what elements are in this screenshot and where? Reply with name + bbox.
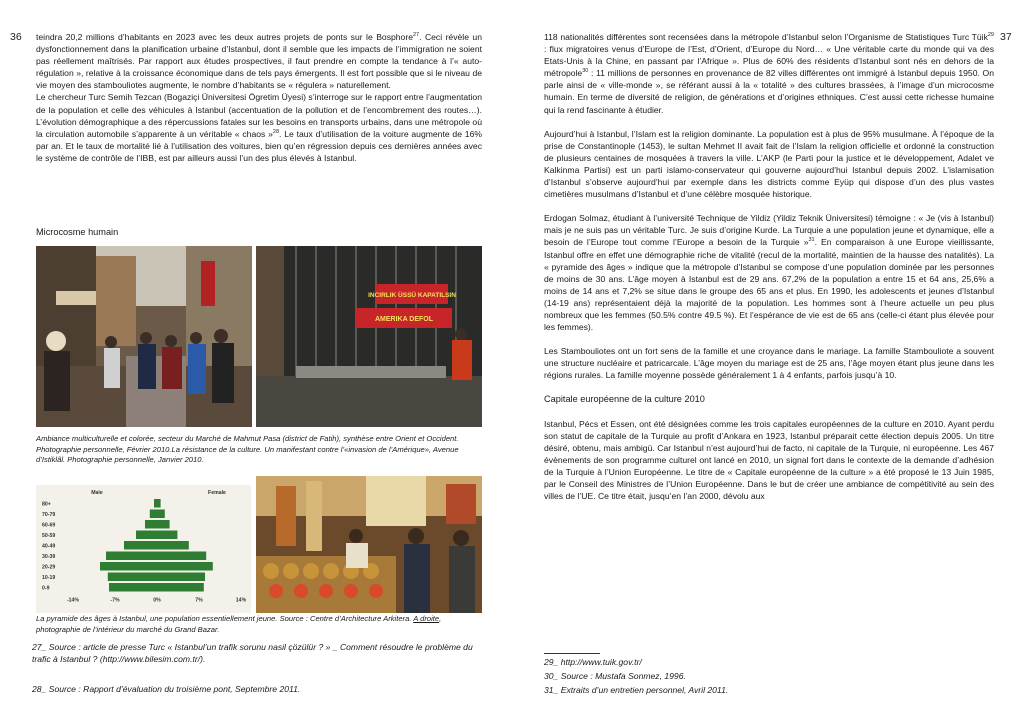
female-bar — [157, 552, 206, 561]
paragraph: 118 nationalités différentes sont recensées dans la métropole d’Istanbul selon l’Organisme de Statistiques Turc Tüik$^{29}$ : flux migratoires venus d’Europe de l’Est, d’Orient, d’Europe du Nord… « Une véritable carte du monde qui va des Etats-Unis à la Chine, en passant par l’Afrique ». Plus de 60% des résidents d’Istanbul sont nés en dehors de la métropole$^{30}$ : 11 millions de personnes en provenance de 82 villes différentes ont immigré à Istanbul depuis 1950. On parle ainsi de « ville-monde », se référant aussi à la « totalité » des cultures brassées, à l’image d’un microcosme humain. En terme de diversité de religion, de générations et d’origines ethniques. C’est aussi cette richesse humaine qui la rend fascinante à étudier. — [544, 32, 994, 115]
pyramid-caption: La pyramide des âges à Istanbul, une population essentiellement jeune. Source : Centre d’Architecture Arkitera. A droite, photographie de l’intérieur du marché du Grand Bazar. — [36, 614, 442, 634]
paragraph: Erdogan Solmaz, étudiant à l’université Technique de Yildiz (Yildiz Teknik Üniversitesi) témoigne : « Je (vis à Istanbul) mais je ne suis pas un véritable Turc. Je suis d’origine Kurde. La Turquie a une population jeune et dynamique, elle a besoin de l’Europe tout comme l’Europe a besoin de la Turquie »$^{31}$. En comparaison à une Europe vieillissante, Istanbul offre en effet une démographie riche de vitalité (recul de la mortalité, maintien de la hausse des natalités). La « pyramide des âges » indique que la métropole d’Istanbul se compose d’une population dominée par les personnes de moins de 30 ans. L’âge moyen à Istanbul est de 29 ans. 67,2% de la population a entre 15 et 64 ans, 25,6% a moins de 14 ans et 7,2% se situe dans le groupe des 65 ans et plus. En 1990, les adolescents et jeunes d’Istanbul (14-19 ans) représentaient déjà la majorité de la population. Les hommes sont à l’heure actuelle un peu plus nombreux que les femmes (50.5% contre 49.5 %). Et l’espérance de vie est de 65 ans (celle-ci étant plus élevée pour les femmes). — [544, 213, 994, 333]
female-bar — [157, 510, 165, 519]
male-bar — [124, 541, 157, 550]
page-number-left: 36 — [10, 31, 22, 43]
age-group-label: 50-59 — [42, 533, 56, 539]
male-bar — [150, 510, 157, 519]
age-group-label: 70-79 — [42, 512, 56, 518]
svg-text:INCIRLIK ÜSSÜ KAPATILSIN: INCIRLIK ÜSSÜ KAPATILSIN — [368, 292, 456, 299]
footnote-ref[interactable]: 29 — [987, 32, 994, 39]
male-bar — [154, 499, 157, 508]
footnote-ref[interactable]: 30 — [582, 68, 589, 75]
male-bar — [106, 552, 157, 561]
tick-label: 14% — [235, 597, 247, 604]
female-label: Female — [208, 490, 226, 496]
tick-label: 0% — [153, 597, 161, 604]
svg-text:AMERIKA DEFOL: AMERIKA DEFOL — [374, 316, 434, 323]
age-group-label: 10-19 — [42, 575, 56, 581]
footnote-31: 31_ Extraits d’un entretien personnel, Avril 2011. — [544, 685, 729, 695]
left-body-text — [36, 31, 482, 164]
footnote-30: 30_ Source : Mustafa Sonmez, 1996. — [544, 671, 686, 681]
footnote-divider — [544, 653, 600, 654]
age-group-label: 80+ — [42, 501, 51, 508]
female-bar — [157, 583, 204, 592]
footnote-28: 28_ Source : Rapport d’évaluation du troisième pont, Septembre 2011. — [32, 684, 301, 694]
male-bar — [108, 573, 157, 582]
footnote-29: 29_ http://www.tuik.gov.tr/ — [544, 657, 642, 667]
age-group-label: 60-69 — [42, 522, 56, 529]
female-bar — [157, 520, 170, 529]
tick-label: 7% — [195, 597, 203, 604]
paragraph: Le chercheur Turc Semih Tezcan (Bogaziçi Üniversitesi Ögretim Üyesi) s’interroge sur le rapport entre l’augmentation de la population et celle des véhicules à Istanbul (accentuation de la pollution et de l’encombrement des routes…). L’évolution démographique a des répercussions fatales sur les besoins en transports urbains, dans une métropole où la circulation automobile s’apparente à un véritable « chaos »$^{28}$. Le taux d’utilisation de la voiture augmente de 16% par an. Et le taux de mortalité lié à l’utilisation des voitures, bien qu’en régression depuis ces dernières années avec le système de contrôle de l’IBB, est par ailleurs aussi l’un des plus élevés à Istanbul. — [36, 92, 482, 163]
male-bar — [109, 583, 157, 592]
male-bar — [136, 531, 157, 540]
age-group-label: 0-9 — [42, 585, 50, 592]
female-bar — [157, 499, 161, 508]
paragraph: Aujourd’hui à Istanbul, l’Islam est la religion dominante. La population est à plus de 95% musulmane. À l’époque de la prise de Constantinople (1453), le sultan Mehmet II avait fait de l’Islam la religion officielle et ordonné la construction de plusieurs centaines de mosquées à travers la ville. L’AKP (le Parti pour la justice et le développement, Adalet ve Kalkinma Partisi) est un parti islamo-conservateur qui gouverne aujourd’hui Istanbul depuis 2002. L’islamisation d’Istanbul s’observe aujourd’hui par exemple dans les districts comme Eyüp qui dispose d’un des plus vastes cimetières musulmans d’Istanbul et d’une célèbre mosquée historique. — [544, 128, 994, 200]
section-heading: Capitale européenne de la culture 2010 — [544, 394, 705, 405]
paragraph: Les Stambouliotes ont un fort sens de la famille et une croyance dans le mariage. La famille Stambouliote a souvent une structure nucléaire et patricarcale. L’âge moyen du mariage est de 25 ans, l’âge moyen étant plus jeune dans les régions rurales. La famille moyenne possède généralement 1 à 4 enfants, parfois jusqu’à 10. — [544, 346, 994, 381]
section-heading: Microcosme humain — [36, 227, 119, 237]
age-group-label: 30-39 — [42, 554, 56, 560]
footnote-ref[interactable]: 28 — [272, 128, 280, 135]
footnote-ref[interactable]: 31 — [808, 237, 815, 244]
female-bar — [157, 541, 189, 550]
age-group-label: 20-29 — [42, 564, 56, 571]
tick-label: -14% — [66, 597, 80, 604]
paragraph: teindra 20,2 millions d’habitants en 2023 avec les deux autres projets de ponts sur le Bosphore$^{27}$. Ceci révèle un dysfonctionnement dans la planification urbaine d’Istanbul, dont il semble que les impacts de l’immigration ne soient pas réellement maîtrisés. Par rapport aux études prospectives, il faut prendre en compte la tendance à l’« auto-régulation », relative à la croissance économique dans de tels pays émergents. Il est fort possible que si le niveau de vie moyen des stambouliotes augmente, le nombre d’habitants se « régulera » naturellement. — [36, 32, 482, 91]
grand-bazaar-photo — [256, 476, 482, 613]
market-street-photo — [36, 246, 252, 427]
male-bar — [145, 520, 157, 529]
paragraph: Istanbul, Pécs et Essen, ont été désignées comme les trois capitales européennes de la culture en 2010. Ayant perdu son statut de capitale de la Turquie au profit d’Ankara en 1923, Istanbul préparait cette élection depuis 2005. Un titre désiré, obtenu, mais ambigü. Car Istanbul n’est aujourd’hui de facto, ni capitale de la Turquie, ni européenne. Les 467 évènements de son programme culturel ont lancé en 2010, un signal fort dans le contexte de la demande d’adhésion de la Turquie à l’Union Européenne. Le titre de « Capitale européenne de la culture » a été proposé le 13 Juin 1985, par le Conseil des Ministres de l’Union Européenne. Dans le but de créer une ambiance de compétitivité au sein des villes de l’UE. Ce titre était, jusqu’en l’an 2000, dévolu aux — [544, 418, 994, 502]
footnote-27: 27_ Source : article de presse Turc « Istanbul’un trafik sorunu nasil çözülür ? » _ Comment résoudre le problème du trafic à Istanbul ? (http://www.bilesim.com.tr/). — [32, 642, 473, 664]
female-bar — [157, 562, 213, 571]
right-body-text — [544, 31, 994, 502]
right-page — [512, 0, 1024, 724]
male-label: Male — [91, 490, 103, 496]
footnote-ref[interactable]: 27 — [412, 32, 420, 39]
age-group-label: 40-49 — [42, 543, 56, 550]
photo-caption: Ambiance multiculturelle et colorée, secteur du Marché de Mahmut Pasa (district de Fatih), synthèse entre Orient et Occident. Photographie personnelle, Février 2010.La résistance de la culture. Un manifestant contre l’«invasion de l’Amérique», Avenue d’Istiklâl. Photographie personnelle, Janvier 2010. — [36, 434, 459, 465]
tick-label: -7% — [110, 597, 120, 604]
protest-photo — [256, 246, 482, 427]
female-bar — [157, 573, 205, 582]
population-pyramid-chart — [36, 485, 251, 613]
female-bar — [157, 531, 177, 540]
male-bar — [100, 562, 157, 571]
page-number-right: 37 — [1000, 31, 1012, 43]
